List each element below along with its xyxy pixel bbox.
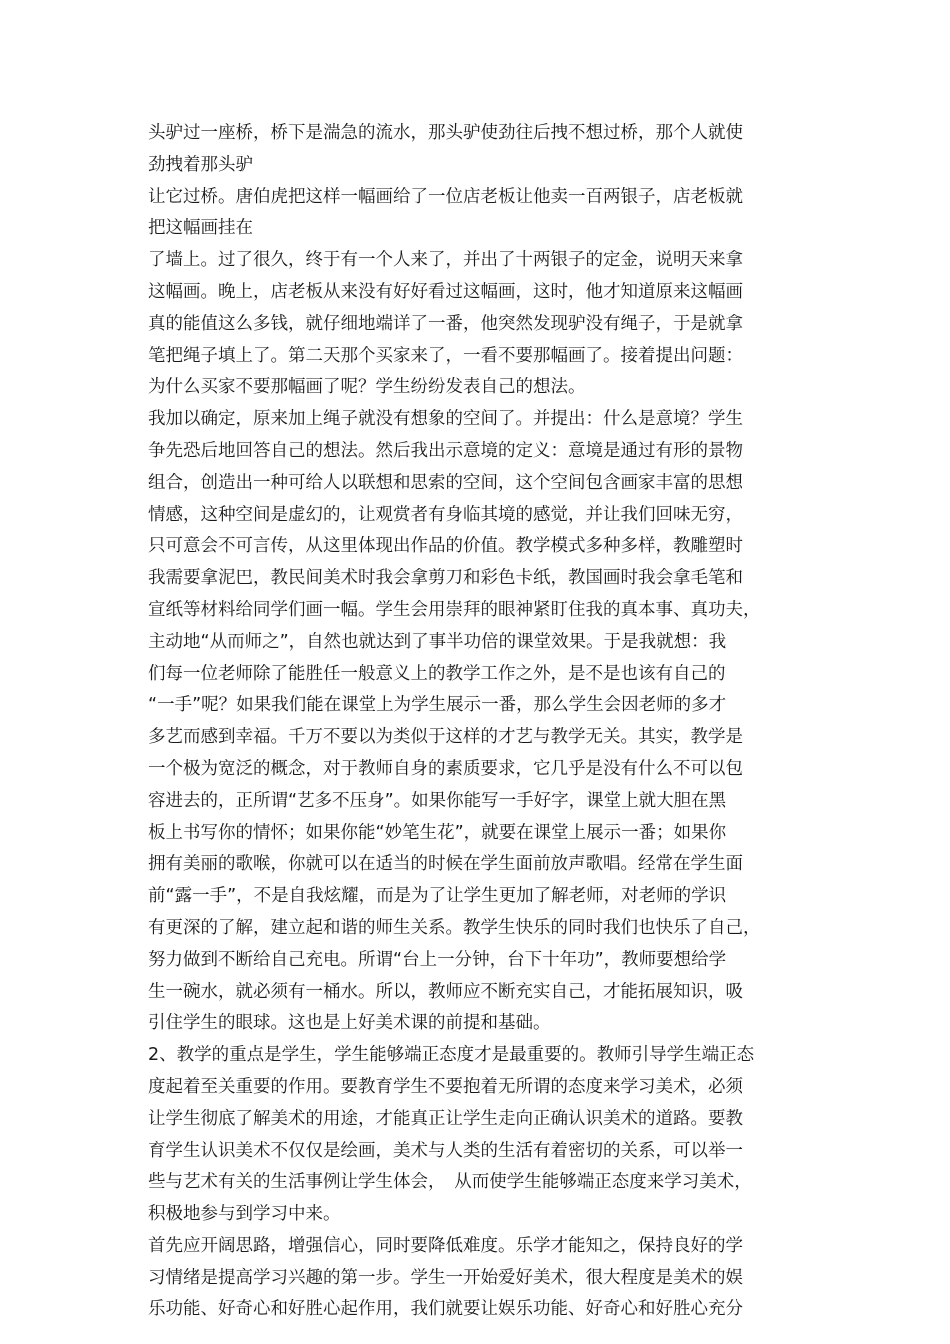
text-line: 我需要拿泥巴，教民间美术时我会拿剪刀和彩色卡纸，教国画时我会拿毛笔和	[148, 568, 743, 589]
text-line: 育学生认识美术不仅仅是绘画，美术与人类的生活有着密切的关系，可以举一	[148, 1140, 743, 1161]
text-line: 们每一位老师除了能胜任一般意义上的教学工作之外，是不是也该有自己的	[148, 663, 726, 684]
text-line: 情感，这种空间是虚幻的，让观赏者有身临其境的感觉，并让我们回味无穷，	[148, 504, 743, 525]
text-line: 乐功能、好奇心和好胜心起作用，我们就要让娱乐功能、好奇心和好胜心充分	[148, 1299, 743, 1320]
text-line: 努力做到不断给自己充电。所谓“台上一分钟，台下十年功”，教师要想给学	[148, 949, 727, 970]
text-line: 引住学生的眼球。这也是上好美术课的前提和基础。	[148, 1013, 551, 1034]
text-line: 头驴过一座桥，桥下是湍急的流水，那头驴使劲往后拽不想过桥，那个人就使	[148, 123, 743, 143]
text-line: 首先应开阔思路，增强信心，同时要降低难度。乐学才能知之，保持良好的学	[148, 1235, 743, 1256]
text-line: 多艺而感到幸福。千万不要以为类似于这样的才艺与教学无关。其实，教学是	[148, 727, 743, 748]
document-body	[148, 118, 808, 1326]
text-line: 主动地“从而师之”，自然也就达到了事半功倍的课堂效果。于是我就想：我	[148, 631, 727, 652]
text-line: 拥有美丽的歌喉，你就可以在适当的时候在学生面前放声歌唱。经常在学生面	[148, 854, 743, 875]
text-line: 些与艺术有关的生活事例让学生体会， 从而使学生能够端正态度来学习美术，	[148, 1172, 752, 1193]
text-line: 劲拽着那头驴	[148, 154, 253, 175]
text-line: 一个极为宽泛的概念，对于教师自身的素质要求，它几乎是没有什么不可以包	[148, 758, 743, 779]
text-line: 习情绪是提高学习兴趣的第一步。学生一开始爱好美术，很大程度是美术的娱	[148, 1267, 743, 1288]
text-line: 积极地参与到学习中来。	[148, 1204, 341, 1225]
text-line: 生一碗水，就必须有一桶水。所以，教师应不断充实自己，才能拓展知识，吸	[148, 981, 743, 1002]
text-line: 容进去的，正所谓“艺多不压身”。如果你能写一手好字，课堂上就大胆在黑	[148, 790, 727, 811]
text-line: 让学生彻底了解美术的用途，才能真正让学生走向正确认识美术的道路。要教	[148, 1108, 743, 1129]
text-line: 组合，创造出一种可给人以联想和思索的空间，这个空间包含画家丰富的思想	[148, 472, 743, 493]
text-line: 有更深的了解，建立起和谐的师生关系。教学生快乐的同时我们也快乐了自己，	[148, 917, 761, 938]
text-line: 争先恐后地回答自己的想法。然后我出示意境的定义：意境是通过有形的景物	[148, 440, 743, 461]
text-line: 前“露一手”，不是自我炫耀，而是为了让学生更加了解老师，对老师的学识	[148, 886, 727, 907]
text-line: 我加以确定，原来加上绳子就没有想象的空间了。并提出：什么是意境？学生	[148, 409, 743, 430]
text-line: “一手”呢？如果我们能在课堂上为学生展示一番，那么学生会因老师的多才	[148, 695, 727, 716]
text-line: 把这幅画挂在	[148, 218, 253, 239]
text-line: 笔把绳子填上了。第二天那个买家来了，一看不要那幅画了。接着提出问题：	[148, 345, 743, 366]
text-line: 只可意会不可言传，从这里体现出作品的价值。教学模式多种多样，教雕塑时	[148, 536, 743, 557]
text-line: 让它过桥。唐伯虎把这样一幅画给了一位店老板让他卖一百两银子，店老板就	[148, 186, 743, 207]
text-line: 板上书写你的情怀；如果你能“妙笔生花”，就要在课堂上展示一番；如果你	[148, 822, 727, 843]
text-line: 了墙上。过了很久，终于有一个人来了，并出了十两银子的定金，说明天来拿	[148, 250, 743, 271]
text-line: 度起着至关重要的作用。要教育学生不要抱着无所谓的态度来学习美术，必须	[148, 1076, 743, 1097]
text-line: 宣纸等材料给同学们画一幅。学生会用崇拜的眼神紧盯住我的真本事、真功夫，	[148, 599, 761, 620]
text-line: 真的能值这么多钱，就仔细地端详了一番，他突然发现驴没有绳子，于是就拿	[148, 313, 743, 334]
text-line: 2、教学的重点是学生，学生能够端正态度才是最重要的。教师引导学生端正态	[148, 1045, 755, 1066]
text-line: 为什么买家不要那幅画了呢？学生纷纷发表自己的想法。	[148, 377, 586, 398]
text-line: 这幅画。晚上，店老板从来没有好好看过这幅画，这时，他才知道原来这幅画	[148, 281, 743, 302]
